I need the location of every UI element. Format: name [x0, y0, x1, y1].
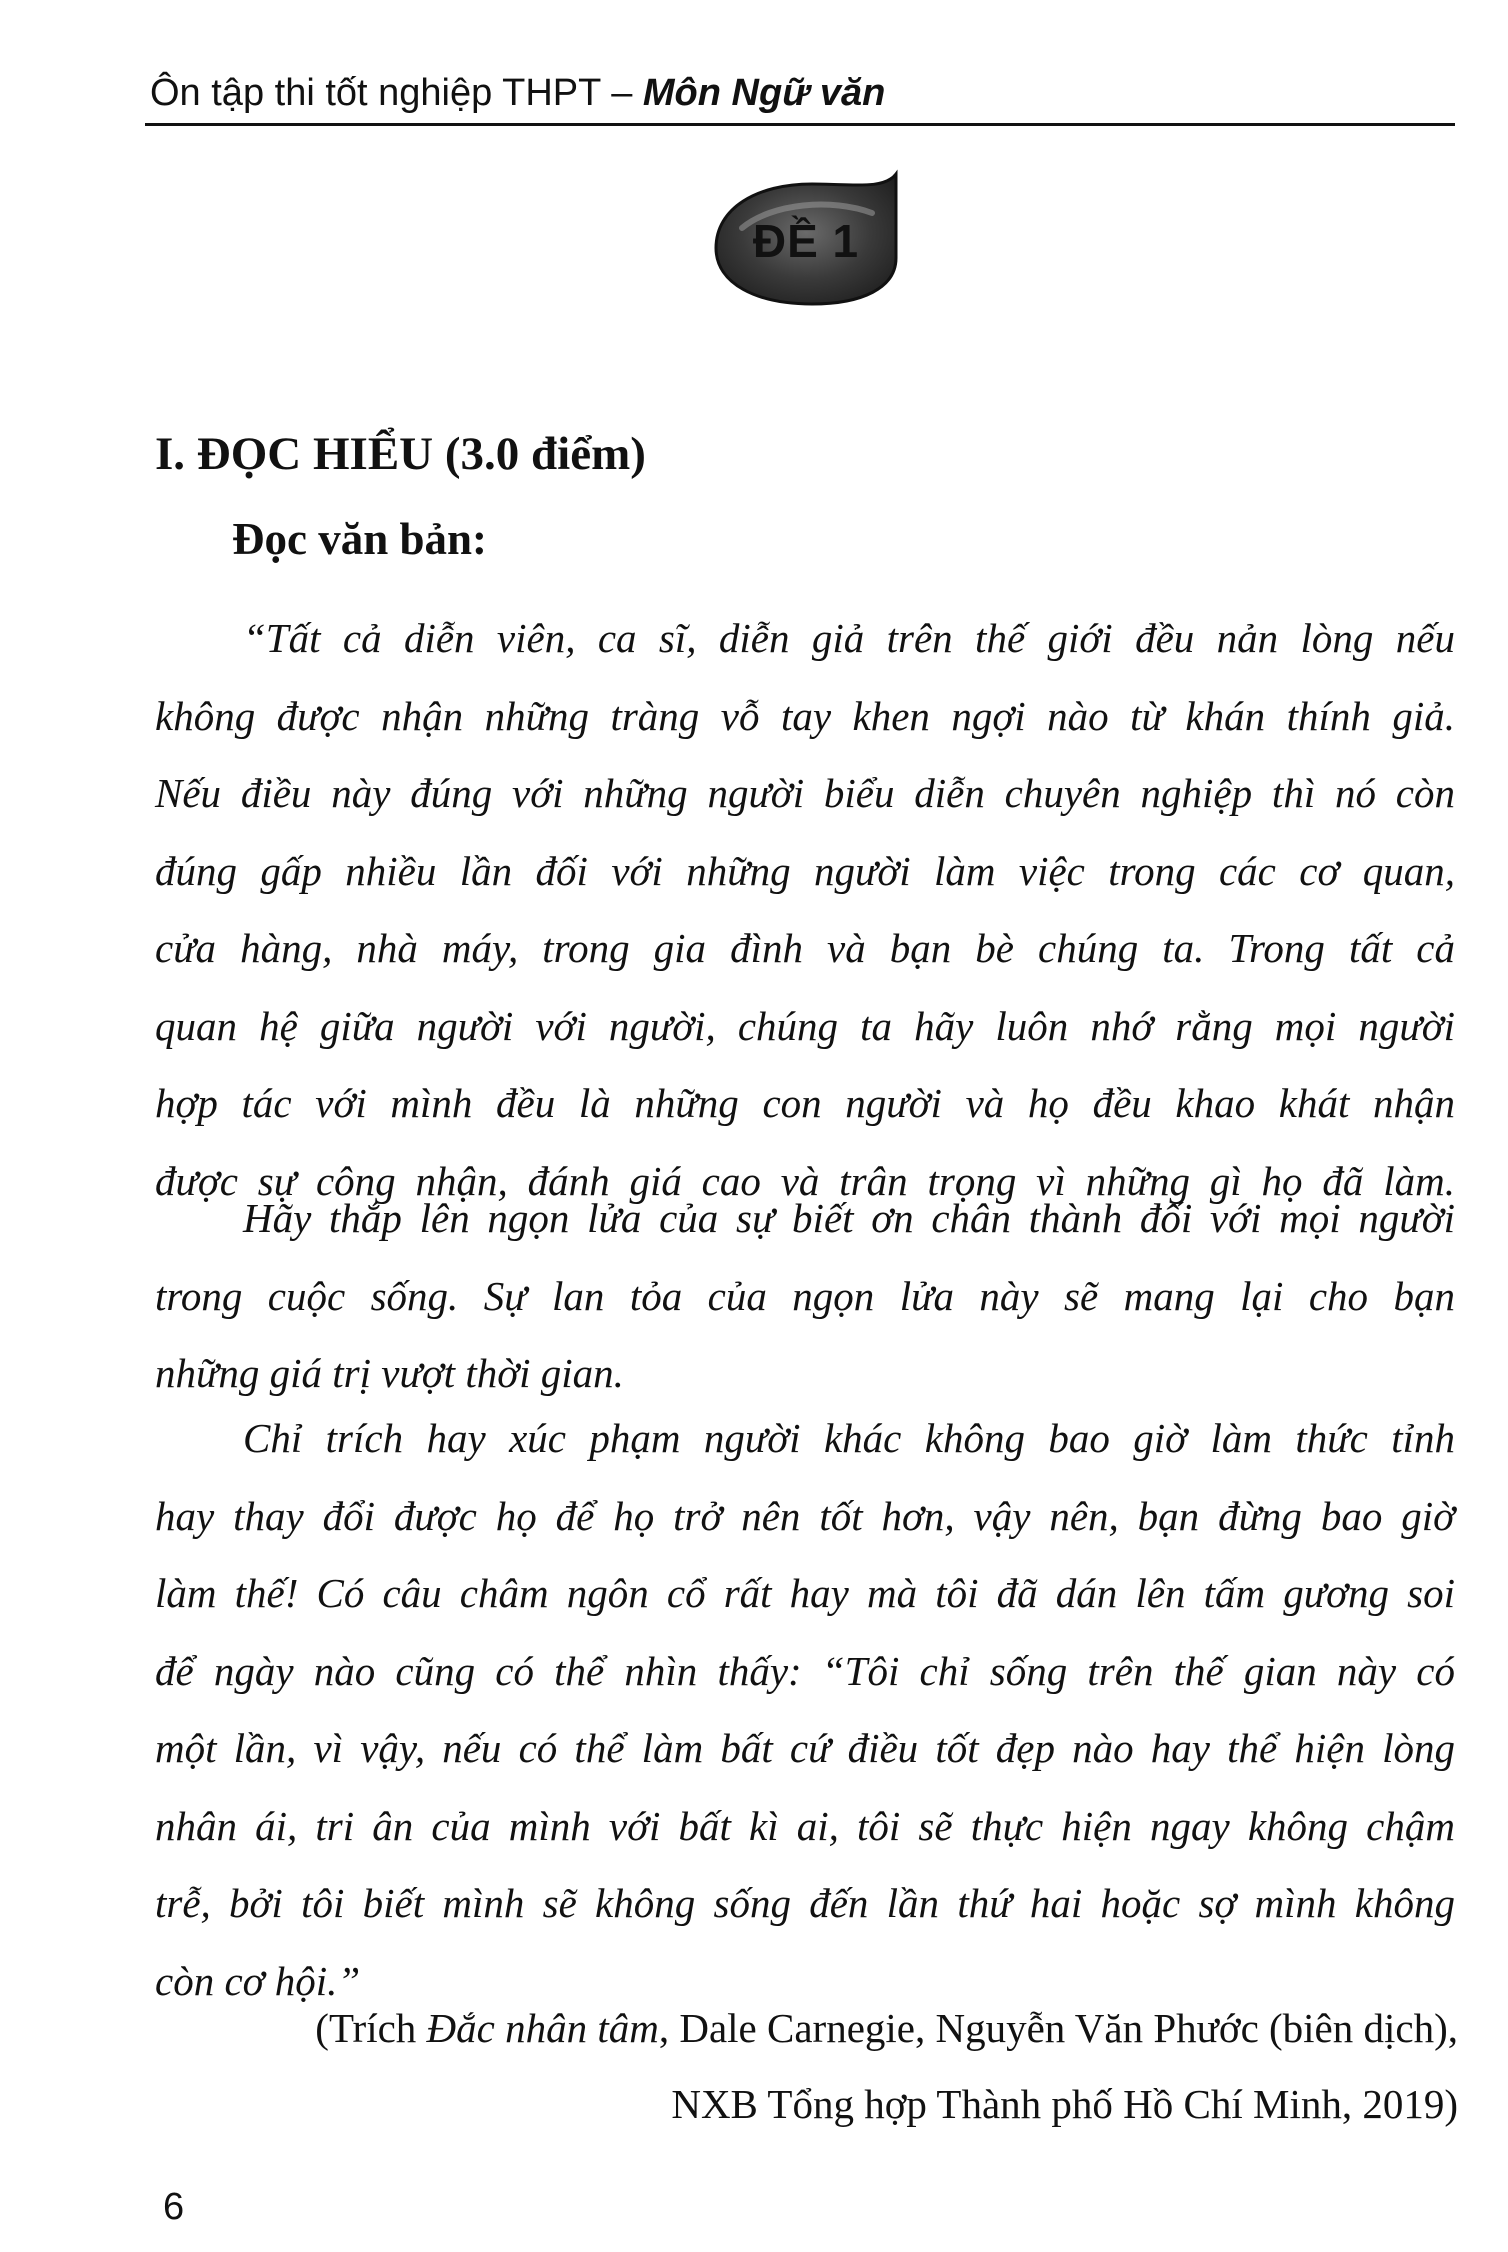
text-line: quan hệ giữa người với người, chúng ta hãy luôn nhớ rằng mọi người [155, 1002, 1455, 1049]
text-line: cửa hàng, nhà máy, trong gia đình và bạn bè chúng ta. Trong tất cả [155, 925, 1455, 971]
header-separator: – [611, 72, 633, 114]
badge-label: ĐỀ 1 [752, 215, 860, 267]
passage-paragraph-1 [155, 600, 1455, 1220]
read-label: Đọc văn bản: [232, 514, 488, 564]
citation-book-title: Đắc nhân tâm [426, 2005, 659, 2051]
text-line: làm thế! Có câu châm ngôn cổ rất hay mà tôi đã dán lên tấm gương soi [155, 1570, 1455, 1616]
header-title: Ôn tập thi tốt nghiệp THPT [150, 72, 601, 114]
text-line: đúng gấp nhiều lần đối với những người làm việc trong các cơ quan, [155, 847, 1455, 894]
citation-open: (Trích [315, 2005, 427, 2051]
text-line: “Tất cả diễn viên, ca sĩ, diễn giả trên thế giới đều nản lòng nếu [243, 615, 1455, 661]
citation-rest: , Dale Carnegie, Nguyễn Văn Phước (biên dịch), [658, 2005, 1458, 2051]
text-line: không được nhận những tràng vỗ tay khen ngợi nào từ khán thính giả. [155, 692, 1455, 739]
section-title: I. ĐỌC HIỂU (3.0 điểm) [155, 428, 646, 480]
text-line: nhân ái, tri ân của mình với bất kì ai, tôi sẽ thực hiện ngay không chậm [155, 1802, 1455, 1849]
text-line: trễ, bởi tôi biết mình sẽ không sống đến lần thứ hai hoặc sợ mình không [155, 1880, 1455, 1926]
header-subject: Môn Ngữ văn [642, 72, 886, 114]
text-line: trong cuộc sống. Sự lan tỏa của ngọn lửa này sẽ mang lại cho bạn [155, 1272, 1455, 1319]
citation [180, 1990, 1458, 2142]
passage-paragraph-3 [155, 1400, 1455, 2020]
text-line: một lần, vì vậy, nếu có thể làm bất cứ điều tốt đẹp nào hay thể hiện lòng [155, 1725, 1455, 1771]
text-line: được sự công nhận, đánh giá cao và trân trọng vì những gì họ đã làm. [155, 1157, 1455, 1204]
text-line: hợp tác với mình đều là những con người và họ đều khao khát nhận [155, 1080, 1455, 1126]
header-rule [145, 123, 1455, 126]
text-line: những giá trị vượt thời gian. [155, 1350, 624, 1396]
text-line: Hãy thắp lên ngọn lửa của sự biết ơn chân thành đối với mọi người [243, 1195, 1455, 1241]
passage-paragraph-2 [155, 1180, 1455, 1413]
page-number: 6 [163, 2186, 185, 2228]
citation-line-2: NXB Tổng hợp Thành phố Hồ Chí Minh, 2019) [671, 2081, 1458, 2127]
text-line: còn cơ hội.” [155, 1957, 361, 2004]
exam-number-badge [712, 168, 900, 308]
header-title-line [150, 72, 885, 115]
citation-line-1 [180, 1990, 1458, 2066]
text-line: để ngày nào cũng có thể nhìn thấy: “Tôi chỉ sống trên thế gian này có [155, 1647, 1455, 1694]
text-line: Nếu điều này đúng với những người biểu diễn chuyên nghiệp thì nó còn [155, 770, 1455, 816]
text-line: hay thay đổi được họ để họ trở nên tốt hơn, vậy nên, bạn đừng bao giờ [155, 1492, 1455, 1539]
text-line: Chỉ trích hay xúc phạm người khác không bao giờ làm thức tỉnh [243, 1415, 1455, 1461]
